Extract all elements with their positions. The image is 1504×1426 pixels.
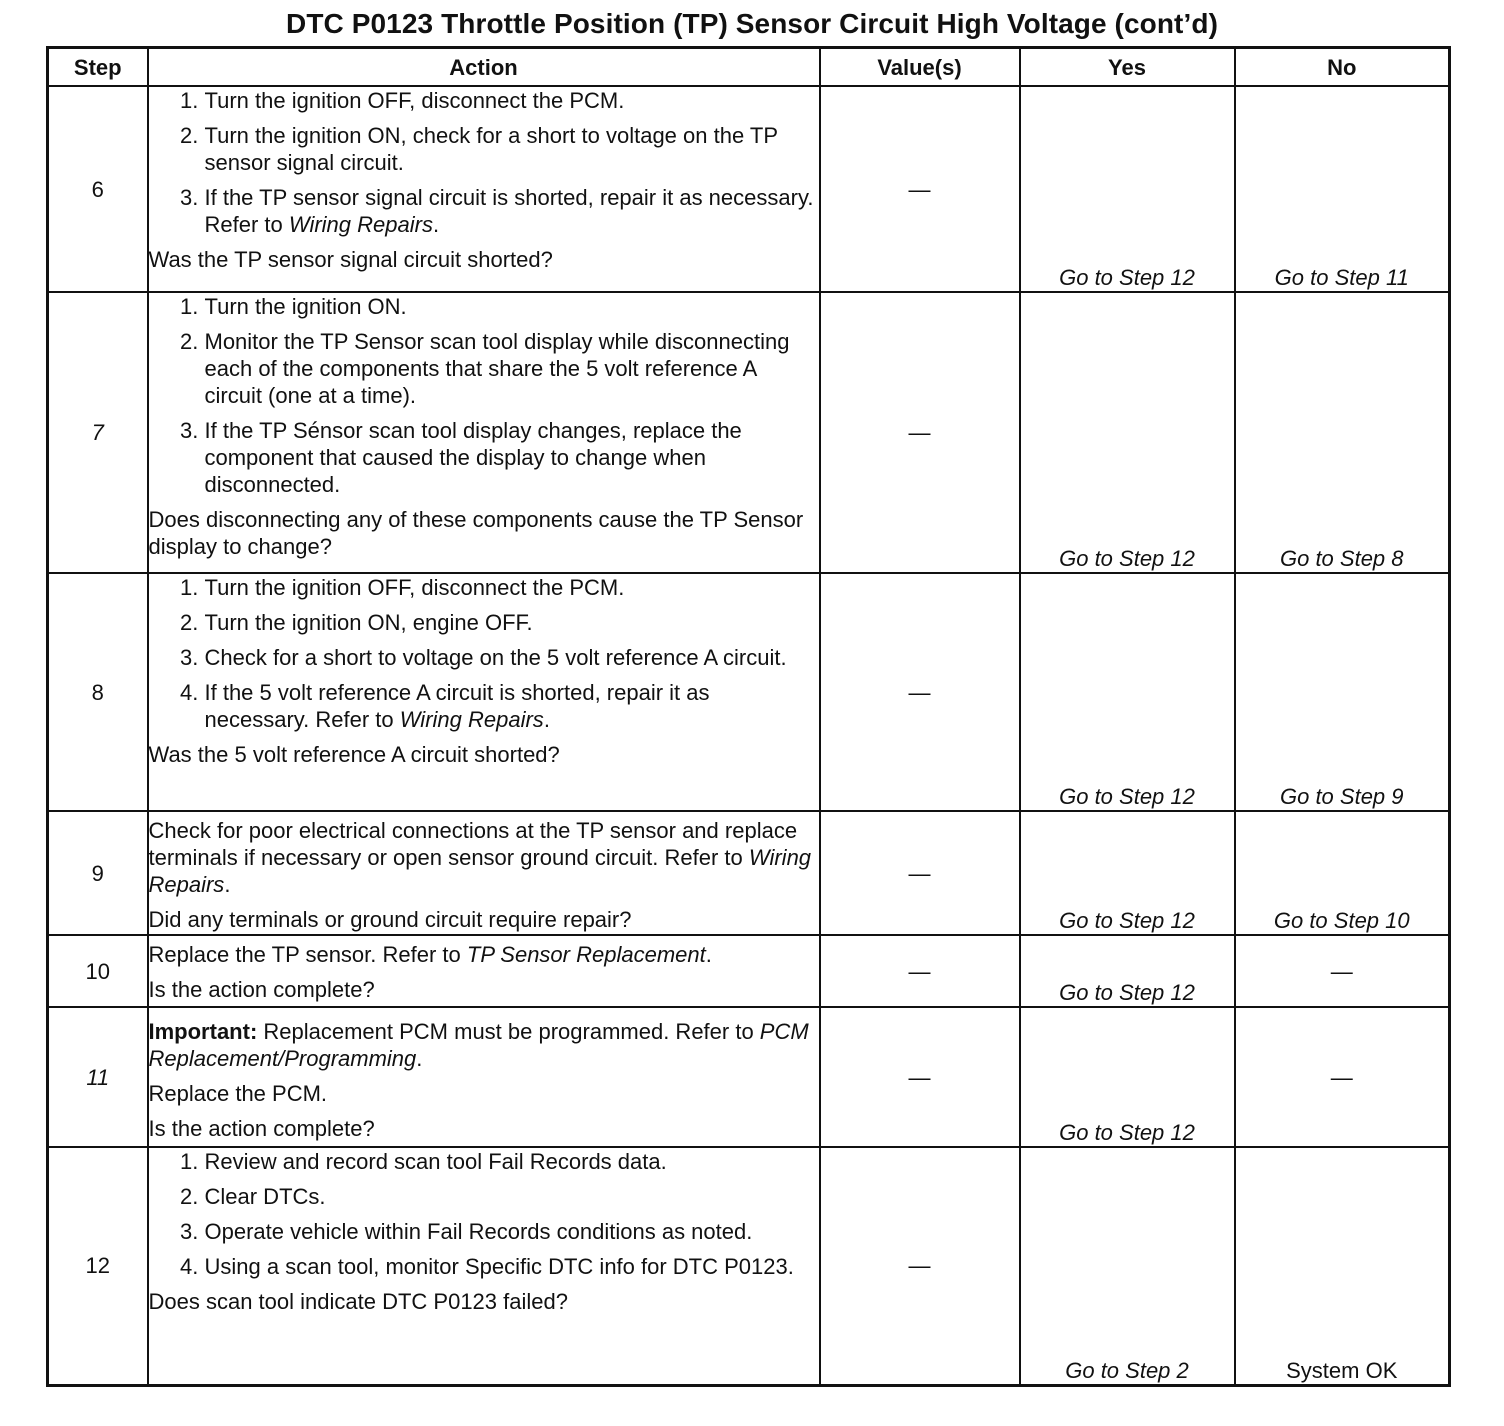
header-no: No (1235, 48, 1450, 87)
action-question: Is the action complete? (148, 1116, 375, 1141)
yes-result: Go to Step 12 (1020, 86, 1235, 292)
action-question: Was the 5 volt reference A circuit shorted? (148, 742, 560, 767)
value-cell: — (820, 86, 1020, 292)
action-list (149, 574, 819, 733)
step-number: 12 (48, 1147, 148, 1385)
action-item-text: If the TP sensor signal circuit is shorted, repair it as necessary. Refer to (204, 185, 814, 237)
step-number: 10 (48, 935, 148, 1007)
action-list (149, 1148, 819, 1280)
action-question: Is the action complete? (148, 977, 375, 1002)
punctuation: . (224, 872, 231, 897)
yes-result: Go to Step 12 (1020, 811, 1235, 935)
value-cell: — (820, 811, 1020, 935)
table-row-step-8 (48, 573, 1450, 811)
value-cell: — (820, 935, 1020, 1007)
value-cell: — (820, 573, 1020, 811)
action-item: 3. Operate vehicle within Fail Records conditions as noted. (205, 1218, 819, 1245)
action-text: Replace the PCM. (148, 1081, 328, 1106)
table-header-row (48, 48, 1450, 87)
reference-link: TP Sensor Replacement (466, 942, 706, 967)
action-cell (148, 573, 820, 811)
action-cell (148, 811, 820, 935)
action-cell (148, 935, 820, 1007)
value-cell: — (820, 292, 1020, 573)
action-item: 4. Using a scan tool, monitor Specific DTC info for DTC P0123. (205, 1253, 819, 1280)
dtc-table (46, 46, 1451, 1387)
action-cell (148, 1147, 820, 1385)
no-result: Go to Step 10 (1235, 811, 1450, 935)
no-result: — (1235, 935, 1450, 1007)
action-item: 2. Clear DTCs. (205, 1183, 819, 1210)
header-yes: Yes (1020, 48, 1235, 87)
no-result: Go to Step 9 (1235, 573, 1450, 811)
reference-link: PCM Replacement/Programming (148, 1019, 809, 1071)
important-note (149, 1018, 819, 1072)
action-cell (148, 1007, 820, 1147)
action-text-body: Replace the TP sensor. Refer to (148, 942, 467, 967)
table-row-step-7 (48, 292, 1450, 573)
action-cell (148, 292, 820, 573)
header-step: Step (48, 48, 148, 87)
header-action: Action (148, 48, 820, 87)
punctuation: . (416, 1046, 423, 1071)
table-row-step-11 (48, 1007, 1450, 1147)
yes-result: Go to Step 12 (1020, 292, 1235, 573)
reference-link: Wiring Repairs (399, 707, 544, 732)
important-text: Replacement PCM must be programmed. Refer to (257, 1019, 760, 1044)
table-row-step-10 (48, 935, 1450, 1007)
action-item: 2. Turn the ignition ON, engine OFF. (205, 609, 819, 636)
action-item: 1. Turn the ignition ON. (205, 293, 819, 320)
no-result: — (1235, 1007, 1450, 1147)
action-item: 3. If the TP Sénsor scan tool display changes, replace the component that caused the display to change when disconnected. (205, 417, 819, 498)
action-question: Did any terminals or ground circuit require repair? (148, 907, 632, 932)
table-row-step-6 (48, 86, 1450, 292)
action-item: 1. Turn the ignition OFF, disconnect the PCM. (205, 87, 819, 114)
action-item: 1. Review and record scan tool Fail Records data. (205, 1148, 819, 1175)
no-result: System OK (1235, 1147, 1450, 1385)
yes-result: Go to Step 12 (1020, 573, 1235, 811)
table-row-step-12 (48, 1147, 1450, 1385)
yes-result: Go to Step 12 (1020, 1007, 1235, 1147)
step-number: 7 (48, 292, 148, 573)
action-question: Does scan tool indicate DTC P0123 failed? (148, 1289, 568, 1314)
step-number: 9 (48, 811, 148, 935)
action-question: Was the TP sensor signal circuit shorted? (148, 247, 553, 272)
page-title: DTC P0123 Throttle Position (TP) Sensor Circuit High Voltage (cont’d) (286, 8, 1218, 39)
step-number: 6 (48, 86, 148, 292)
action-item: 2. Monitor the TP Sensor scan tool display while disconnecting each of the components that share the 5 volt reference A circuit (one at a time). (205, 328, 819, 409)
reference-link: Wiring Repairs (288, 212, 433, 237)
action-list (149, 87, 819, 238)
table-row-step-9 (48, 811, 1450, 935)
punctuation: . (432, 212, 440, 237)
no-result: Go to Step 11 (1235, 86, 1450, 292)
action-list (149, 293, 819, 498)
reference-link: Wiring Repairs (148, 845, 812, 897)
value-cell: — (820, 1147, 1020, 1385)
action-text-body: Check for poor electrical connections at the TP sensor and replace terminals if necessary or open sensor ground circuit. Refer to (148, 818, 798, 870)
important-label: Important: (148, 1019, 258, 1044)
yes-result: Go to Step 12 (1020, 935, 1235, 1007)
action-text (149, 941, 819, 968)
step-number: 8 (48, 573, 148, 811)
step-number: 11 (48, 1007, 148, 1147)
action-question: Does disconnecting any of these components cause the TP Sensor display to change? (148, 507, 804, 559)
punctuation: . (705, 942, 712, 967)
yes-result: Go to Step 2 (1020, 1147, 1235, 1385)
header-value: Value(s) (820, 48, 1020, 87)
action-item-text: If the 5 volt reference A circuit is shorted, repair it as necessary. Refer to (204, 680, 710, 732)
punctuation: . (543, 707, 550, 732)
action-item (205, 184, 819, 238)
action-text (149, 817, 819, 898)
action-item: 3. Check for a short to voltage on the 5 volt reference A circuit. (205, 644, 819, 671)
action-item: 1. Turn the ignition OFF, disconnect the PCM. (205, 574, 819, 601)
action-item (205, 679, 819, 733)
value-cell: — (820, 1007, 1020, 1147)
no-result: Go to Step 8 (1235, 292, 1450, 573)
action-cell (148, 86, 820, 292)
action-item: 2. Turn the ignition ON, check for a short to voltage on the TP sensor signal circuit. (205, 122, 819, 176)
